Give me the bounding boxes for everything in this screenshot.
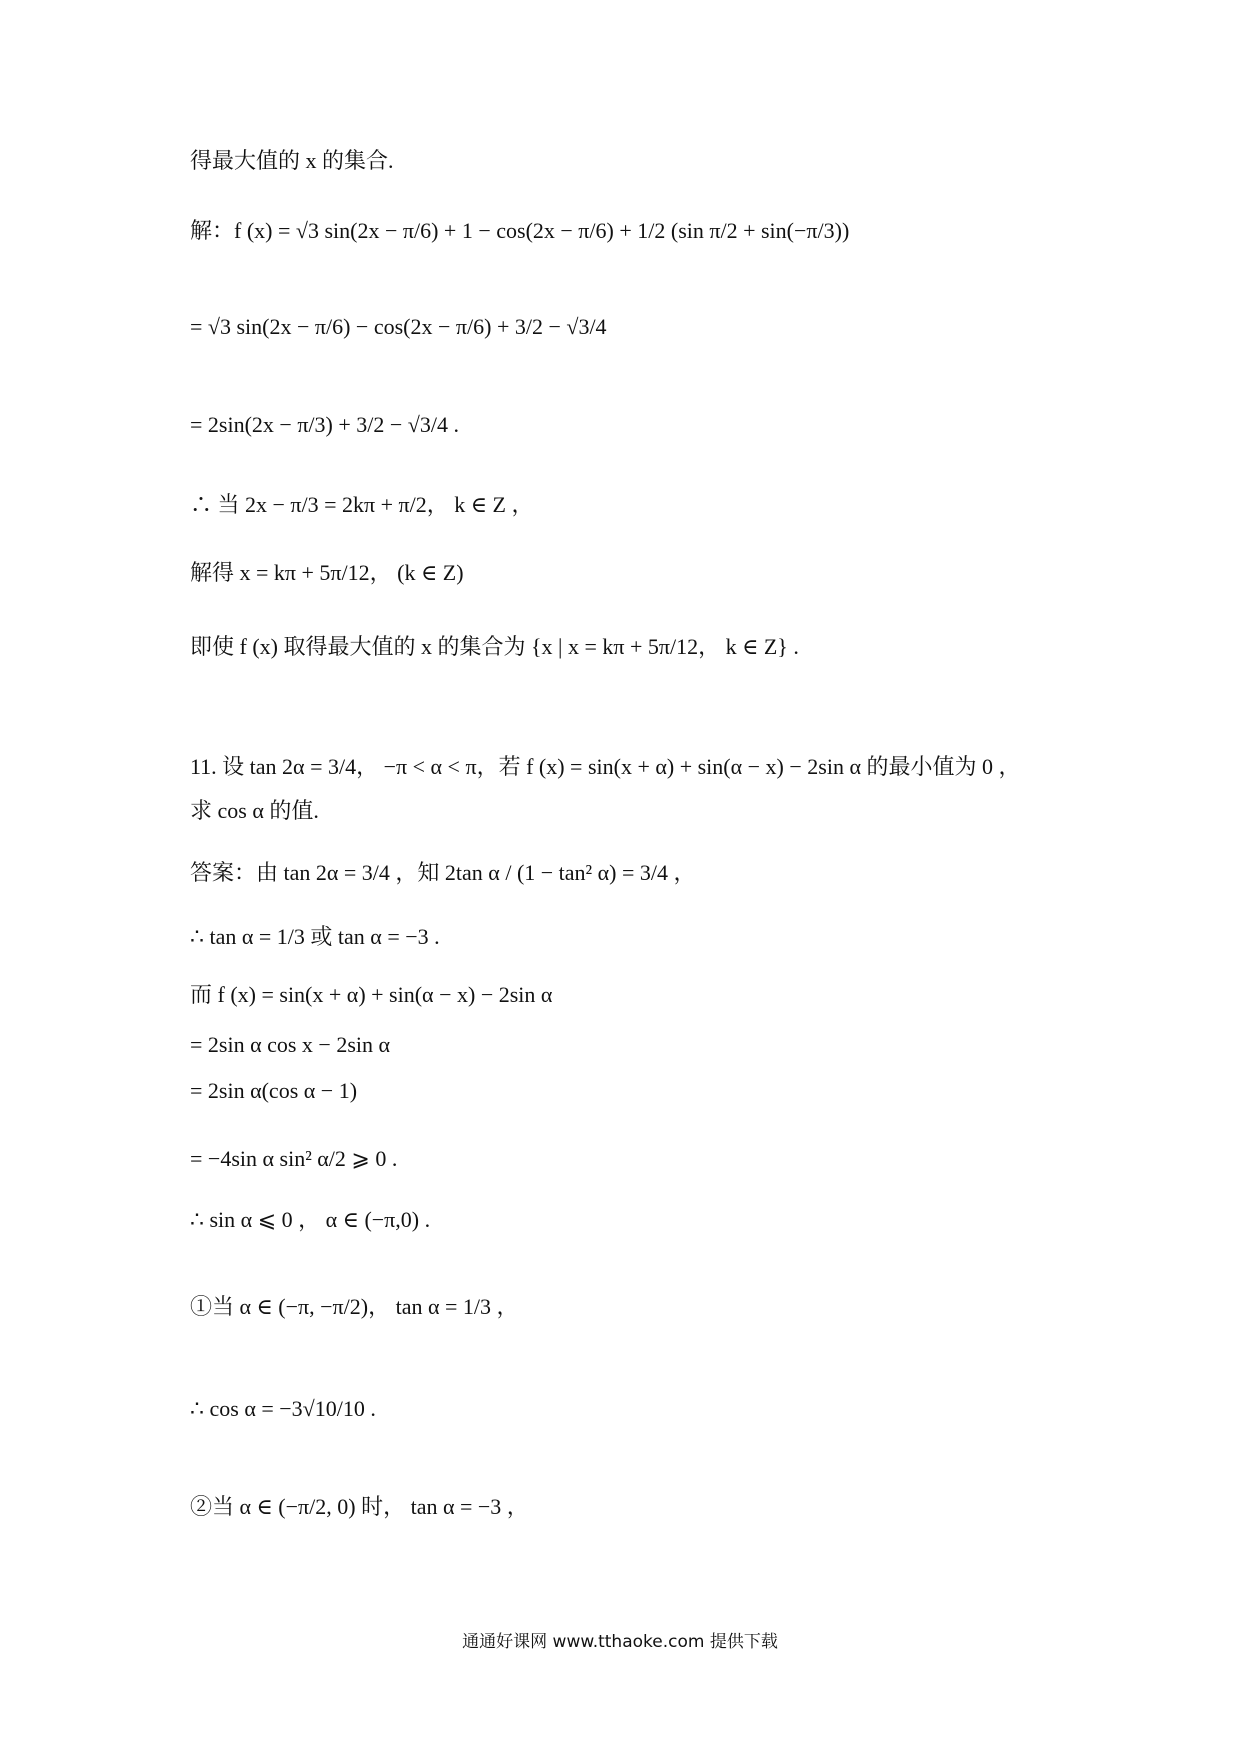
- page-footer: 通通好课网 www.tthaoke.com 提供下载: [462, 1632, 778, 1652]
- answer-text-2: ∴ tan α = 1/3 或 tan α = −3 .: [190, 924, 440, 949]
- question-11-text-2: 求 cos α 的值.: [190, 798, 319, 823]
- answer-text-6: = −4sin α sin² α/2 ⩾ 0 .: [190, 1146, 398, 1171]
- text-line-2: 解：: [190, 218, 235, 243]
- line-7: [190, 632, 799, 662]
- answer-line-4: [190, 1030, 390, 1060]
- answer-text-9: ∴ cos α = −3√10/10 .: [190, 1396, 376, 1421]
- answer-text-3: 而 f (x) = sin(x + α) + sin(α − x) − 2sin α: [190, 982, 553, 1007]
- answer-line-9: [190, 1394, 376, 1424]
- formula-line-3: = √3 sin(2x − π/6) − cos(2x − π/6) + 3/2 − √3/4: [190, 314, 607, 339]
- answer-line-8: [190, 1292, 519, 1322]
- question-11-line-1: [190, 752, 1021, 782]
- answer-text-10: ②当 α ∈ (−π/2, 0) 时， tan α = −3 ，: [190, 1494, 529, 1519]
- line-2: [190, 216, 849, 246]
- answer-text-8: ①当 α ∈ (−π, −π/2)， tan α = 1/3 ，: [190, 1294, 519, 1319]
- line-1: [190, 146, 394, 176]
- answer-text-1: 答案：由 tan 2α = 3/4 ，知 2tan α / (1 − tan² α) = 3/4 ，: [190, 860, 696, 885]
- formula-line-7: 即使 f (x) 取得最大值的 x 的集合为 {x | x = kπ + 5π/12， k ∈ Z} .: [190, 634, 799, 659]
- answer-text-4: = 2sin α cos x − 2sin α: [190, 1032, 391, 1057]
- answer-text-5: = 2sin α(cos α − 1): [190, 1078, 358, 1103]
- answer-text-7: ∴ sin α ⩽ 0 ， α ∈ (−π,0) .: [190, 1207, 431, 1232]
- answer-line-1: [190, 858, 696, 888]
- formula-line-5: ∴ 当 2x − π/3 = 2kπ + π/2， k ∈ Z ，: [190, 492, 534, 517]
- answer-line-3: [190, 980, 552, 1010]
- answer-line-10: [190, 1492, 529, 1522]
- formula-line-4: = 2sin(2x − π/3) + 3/2 − √3/4 .: [190, 412, 459, 437]
- answer-line-2: [190, 922, 440, 952]
- question-11-text: 11. 设 tan 2α = 3/4， −π < α < π，若 f (x) = sin(x + α) + sin(α − x) − 2sin α 的最小值为 0 ，: [190, 754, 1021, 779]
- formula-line-6: 解得 x = kπ + 5π/12， (k ∈ Z): [190, 560, 464, 585]
- question-11-line-2: [190, 796, 319, 826]
- answer-line-7: [190, 1205, 430, 1235]
- line-4: [190, 410, 459, 440]
- line-3: [190, 312, 607, 342]
- text-line-1: 得最大值的 x 的集合.: [190, 148, 394, 173]
- answer-line-5: [190, 1076, 357, 1106]
- answer-line-6: [190, 1144, 397, 1174]
- line-5: [190, 490, 534, 520]
- formula-line-2: f (x) = √3 sin(2x − π/6) + 1 − cos(2x − π/6) + 1/2 (sin π/2 + sin(−π/3)): [234, 218, 850, 243]
- line-6: [190, 558, 464, 588]
